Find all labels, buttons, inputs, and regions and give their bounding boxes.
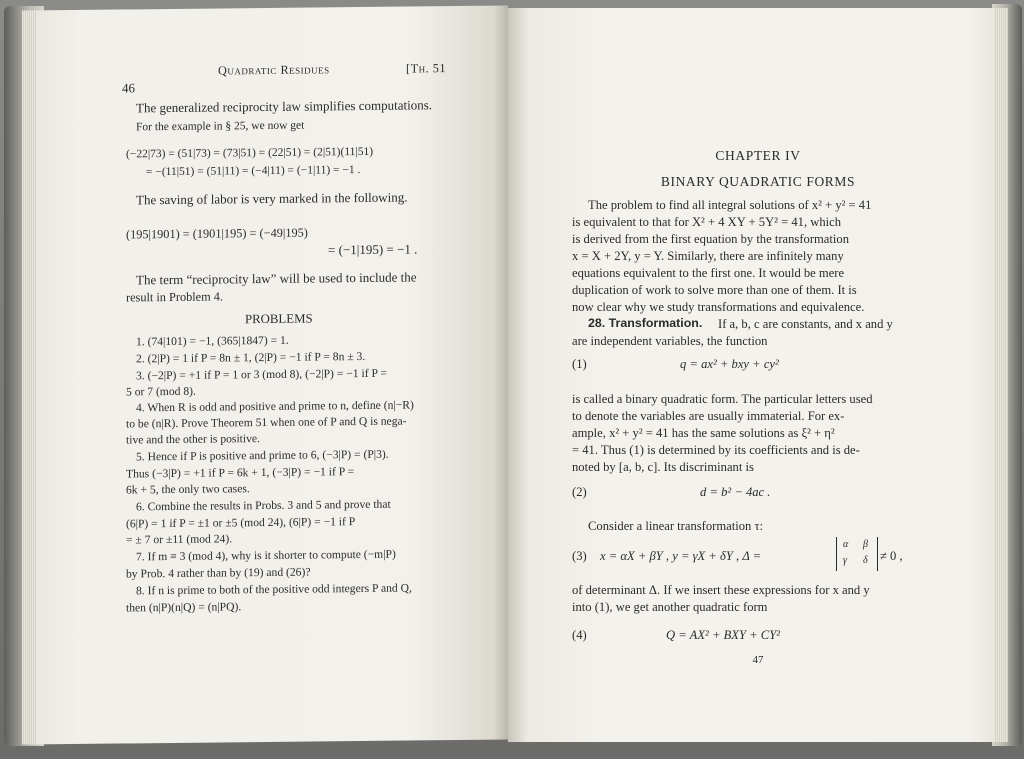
problem-line: 2. (2|P) = 1 if P = 8n ± 1, (2|P) = −1 if P = 8n ± 3. (136, 349, 366, 366)
matrix-entry: α (843, 539, 849, 550)
text-line: The generalized reciprocity law simplifies computations. (136, 97, 433, 116)
section-heading: 28. Transformation. (588, 316, 703, 330)
equation: Q = AX² + BXY + CY² (666, 628, 780, 642)
matrix-entry: β (863, 539, 868, 550)
problem-line: Thus (−3|P) = +1 if P = 6k + 1, (−3|P) = −1 if P = (126, 465, 355, 481)
text-line: = 41. Thus (1) is determined by its coefficients and is de- (572, 443, 860, 457)
running-head-theorem: [Th. 51 (406, 61, 447, 76)
problem-line: 8. If n is prime to both of the positive odd integers P and Q, (136, 581, 412, 598)
problem-line: (6|P) = 1 if P = ±1 or ±5 (mod 24), (6|P) = −1 if P (126, 515, 356, 531)
text-line: The problem to find all integral solutions of x² + y² = 41 (588, 198, 872, 212)
text-line: now clear why we study transformations and equivalence. (572, 300, 865, 314)
equation-line: (195|1901) = (1901|195) = (−49|195) (126, 225, 308, 242)
problem-line: 5. Hence if P is positive and prime to 6, (−3|P) = (P|3). (136, 447, 389, 464)
chapter-number: CHAPTER IV (715, 148, 801, 163)
page-stack-edge (22, 10, 36, 744)
chapter-title: BINARY QUADRATIC FORMS (660, 174, 856, 189)
text-line: equations equivalent to the first one. It would be mere (572, 266, 845, 280)
page-stack-edge (994, 8, 1008, 742)
left-page (22, 5, 508, 744)
text-line: The term “reciprocity law” will be used to include the (136, 269, 417, 288)
problems-heading: PROBLEMS (245, 311, 313, 327)
text-line: of determinant Δ. If we insert these expressions for x and y (572, 583, 870, 597)
equation: d = b² − 4ac . (700, 485, 771, 499)
matrix-entry: γ (843, 555, 847, 566)
problem-line: by Prob. 4 rather than by (19) and (26)? (126, 565, 311, 581)
problem-line: then (n|P)(n|Q) = (n|PQ). (126, 600, 242, 615)
equation: q = ax² + bxy + cy² (680, 357, 779, 371)
equation: ≠ 0 , (880, 549, 903, 563)
page-number: 47 (752, 654, 764, 666)
text-line: If a, b, c are constants, and x and y (718, 317, 893, 331)
problem-line: = ± 7 or ±11 (mod 24). (126, 532, 233, 547)
running-head: Quadratic Residues (218, 62, 330, 78)
page-number: 46 (122, 80, 135, 96)
problem-line: 1. (74|101) = −1, (365|1847) = 1. (136, 333, 289, 349)
right-page (508, 8, 1008, 742)
equation: x = αX + βY , y = γX + δY , Δ = (600, 549, 762, 563)
equation-number: (1) (572, 357, 587, 371)
problem-line: tive and the other is positive. (126, 432, 260, 447)
text-line: to denote the variables are usually immaterial. For ex- (572, 409, 845, 423)
equation-number: (2) (572, 485, 587, 499)
text-line: Consider a linear transformation τ: (588, 519, 764, 533)
text-line: The saving of labor is very marked in the following. (136, 189, 408, 208)
problem-line: 7. If m ≡ 3 (mod 4), why is it shorter to compute (−m|P) (136, 547, 396, 564)
text-line: result in Problem 4. (126, 289, 224, 305)
problem-line: 4. When R is odd and positive and prime to n, define (n|−R) (136, 398, 414, 415)
problem-line: 6k + 5, the only two cases. (126, 482, 250, 497)
text-line: is derived from the first equation by the transformation (572, 232, 849, 246)
problem-line: 3. (−2|P) = +1 if P = 1 or 3 (mod 8), (−2|P) = −1 if P = (136, 366, 387, 383)
text-line: duplication of work to solve more than one of them. It is (572, 283, 857, 297)
text-line: ample, x² + y² = 41 has the same solutions as ξ² + η² (572, 426, 835, 440)
problem-line: 6. Combine the results in Probs. 3 and 5 and prove that (136, 497, 391, 514)
text-line: are independent variables, the function (572, 334, 768, 348)
text-line: is called a binary quadratic form. The particular letters used (572, 392, 873, 406)
text-line: noted by [a, b, c]. Its discriminant is (572, 460, 754, 474)
equation-line: = (−1|195) = −1 . (328, 241, 418, 258)
text-line: x = X + 2Y, y = Y. Similarly, there are infinitely many (572, 249, 844, 263)
text-line: into (1), we get another quadratic form (572, 600, 768, 614)
equation-line: (−22|73) = (51|73) = (73|51) = (22|51) = (2|51)(11|51) (126, 145, 374, 161)
problem-line: 5 or 7 (mod 8). (126, 384, 196, 399)
equation-number: (4) (572, 628, 587, 642)
determinant-matrix (836, 537, 878, 571)
text-line: For the example in § 25, we now get (136, 119, 305, 134)
equation-line: = −(11|51) = (51|11) = (−4|11) = (−1|11) = −1 . (146, 164, 361, 179)
text-line: is equivalent to that for X² + 4 XY + 5Y² = 41, which (572, 215, 842, 229)
matrix-entry: δ (863, 555, 868, 566)
problem-line: to be (n|R). Prove Theorem 51 when one of P and Q is nega- (126, 414, 407, 431)
equation-number: (3) (572, 549, 587, 563)
